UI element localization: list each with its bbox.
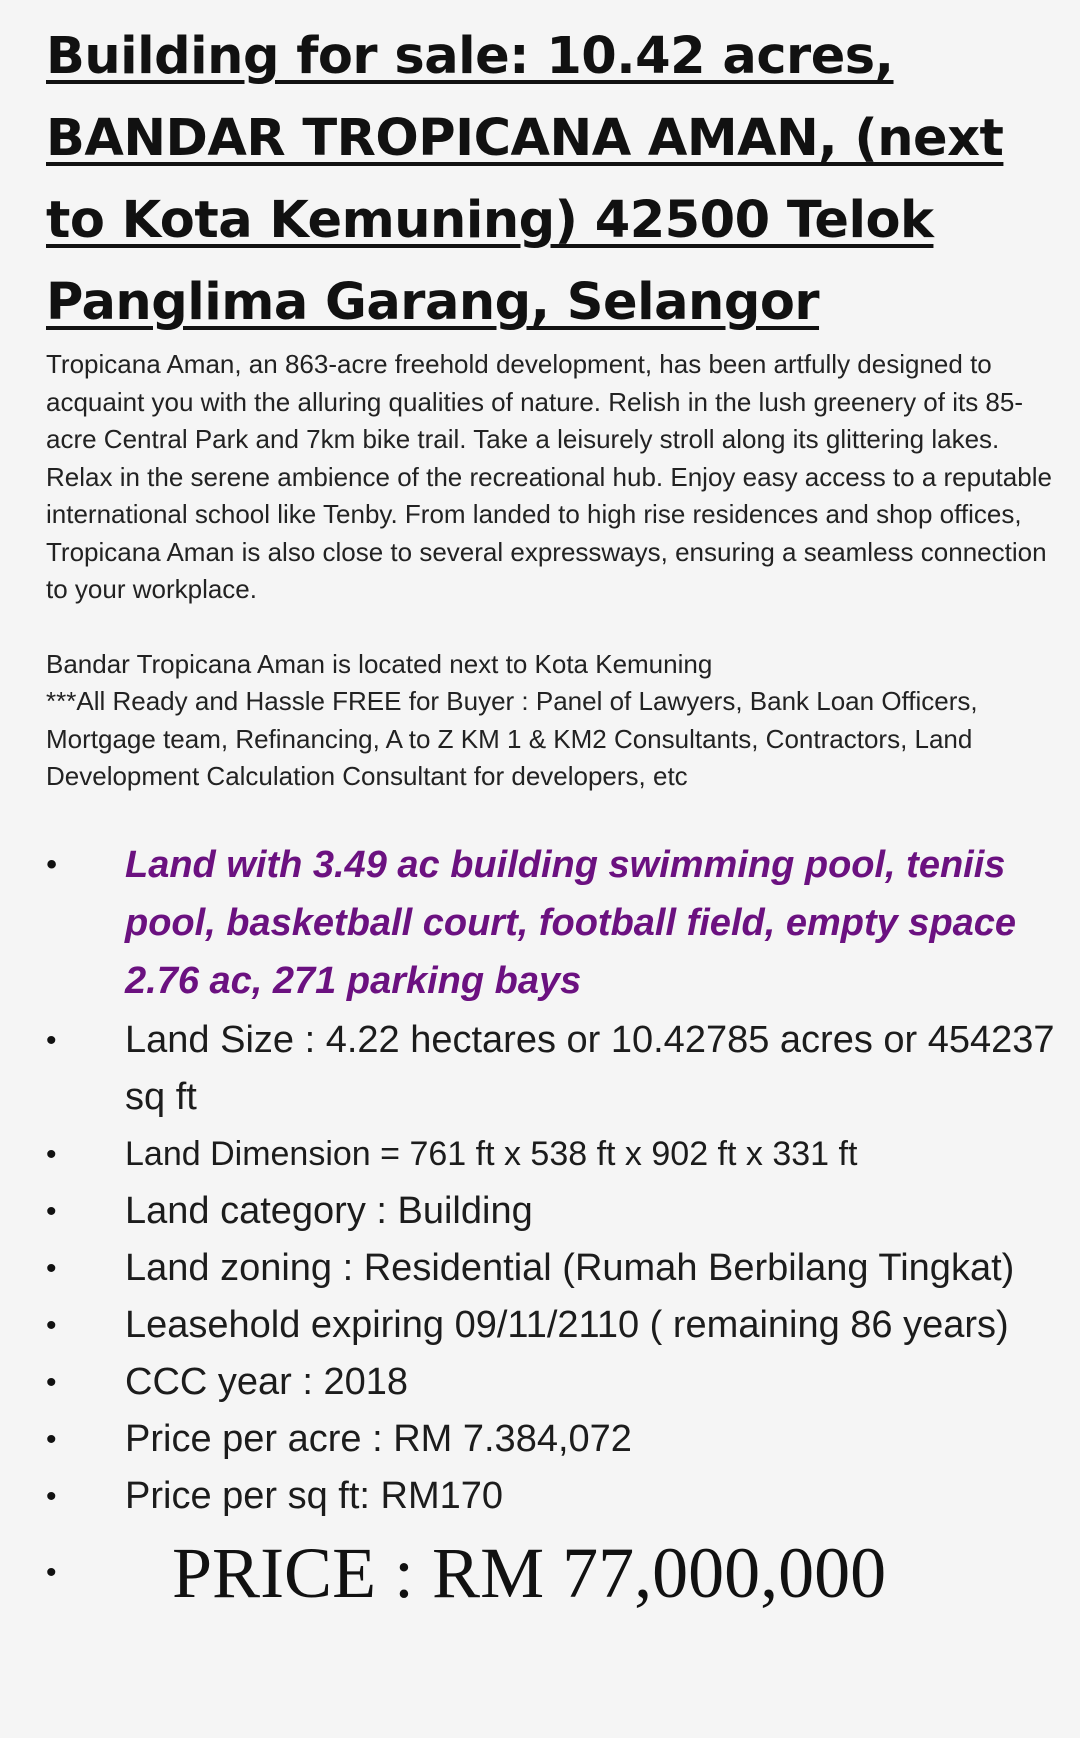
bullet-icon: • [46, 1137, 57, 1171]
leasehold-item [46, 1297, 1060, 1354]
land-size-item [46, 1012, 1060, 1126]
bullet-icon: • [46, 1251, 57, 1285]
bullet-icon: • [46, 1555, 57, 1589]
bullet-icon: • [46, 1422, 57, 1456]
bullet-icon: • [46, 1023, 57, 1057]
land-dimension-item [46, 1126, 1060, 1183]
buyer-services-line: ***All Ready and Hassle FREE for Buyer : Panel of Lawyers, Bank Loan Officers, Mortgage team, Refinancing, A to Z KM 1 & KM2 Consultants, Contractors, Land Development Calculation Consultant for developers, etc [46, 686, 978, 791]
land-zoning-item [46, 1240, 1060, 1297]
price-per-sqft-text: Price per sq ft: RM170 [125, 1474, 504, 1517]
land-size-text: Land Size : 4.22 hectares or 10.42785 acres or 454237 sq ft [125, 1018, 1055, 1118]
price-per-sqft-item [46, 1468, 1060, 1525]
land-category-item [46, 1183, 1060, 1240]
land-zoning-text: Land zoning : Residential (Rumah Berbilang Tingkat) [125, 1246, 1015, 1289]
total-price-text: PRICE : RM 77,000,000 [172, 1532, 887, 1613]
bullet-icon: • [46, 1365, 57, 1399]
bullet-icon: • [46, 1308, 57, 1342]
features-list [46, 836, 1060, 1621]
location-line: Bandar Tropicana Aman is located next to Kota Kemuning [46, 648, 713, 679]
listing-title: Building for sale: 10.42 acres, BANDAR TROPICANA AMAN, (next to Kota Kemuning) 42500 Telok Panglima Garang, Selangor [46, 27, 1004, 332]
land-category-text: Land category : Building [125, 1189, 533, 1232]
location-section [46, 646, 1056, 796]
facilities-highlight [46, 836, 1060, 1010]
ccc-year-text: CCC year : 2018 [125, 1360, 409, 1403]
leasehold-text: Leasehold expiring 09/11/2110 ( remaining 86 years) [125, 1303, 1009, 1346]
price-per-acre-text: Price per acre : RM 7.384,072 [125, 1417, 632, 1460]
bullet-icon: • [46, 1479, 57, 1513]
land-dimension-text: Land Dimension = 761 ft x 538 ft x 902 ft x 331 ft [125, 1134, 858, 1173]
price-per-acre-item [46, 1411, 1060, 1468]
intro-paragraph: Tropicana Aman, an 863-acre freehold development, has been artfully designed to acquaint you with the alluring qualities of nature. Relish in the lush greenery of its 85-acre Central Park and 7km bike trail. Take a leisurely stroll along its glittering lakes. Relax in the serene ambience of the recreational hub. Enjoy easy access to a reputable international school like Tenby. From landed to high rise residences and shop offices, Tropicana Aman is also close to several expressways, ensuring a seamless connection to your workplace. [46, 349, 1052, 604]
ccc-year-item [46, 1354, 1060, 1411]
bullet-icon: • [46, 847, 57, 881]
total-price-item [46, 1525, 1060, 1621]
bullet-icon: • [46, 1194, 57, 1228]
facilities-text: Land with 3.49 ac building swimming pool, teniis pool, basketball court, football field, empty space 2.76 ac, 271 parking bays [125, 843, 1017, 1002]
